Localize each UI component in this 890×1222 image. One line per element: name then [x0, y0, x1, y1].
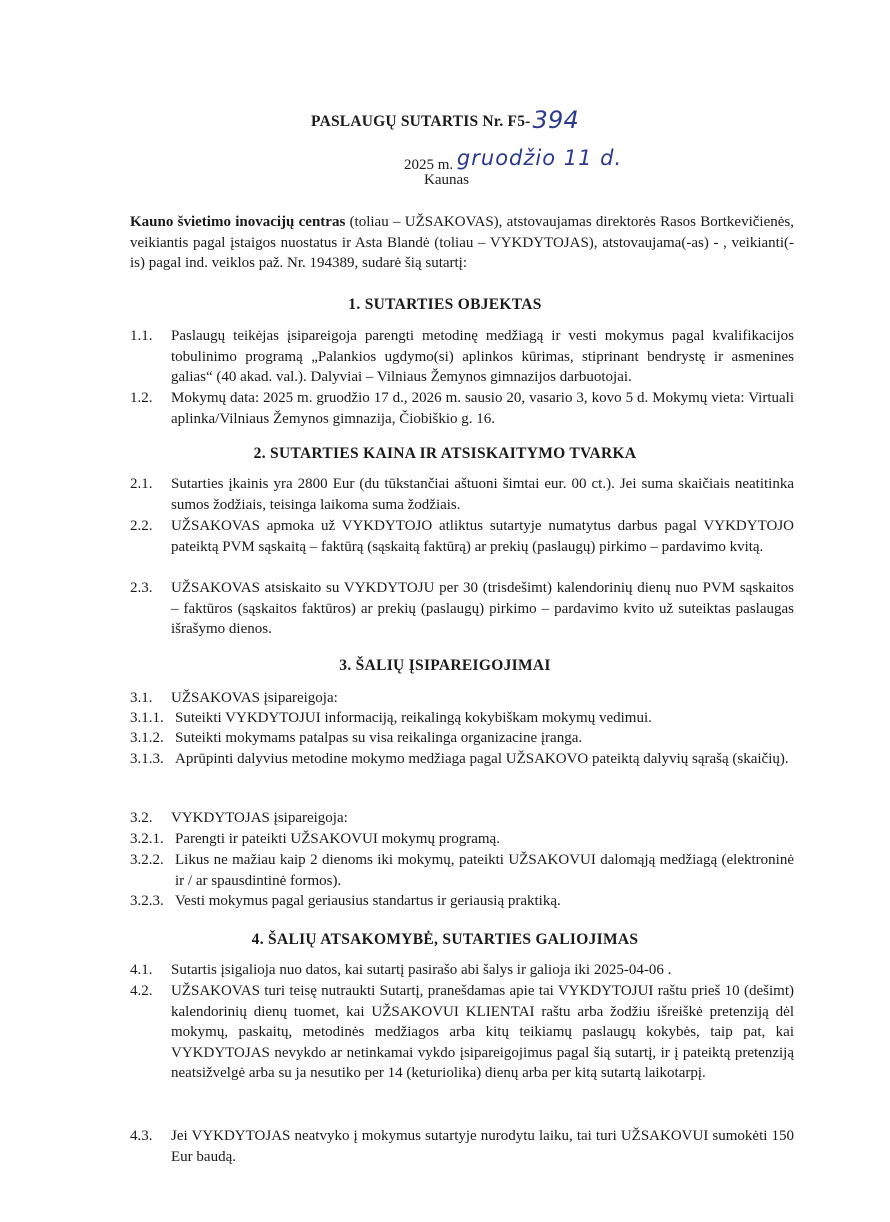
contract-title	[0, 104, 890, 132]
clause-text: UŽSAKOVAS turi teisę nutraukti Sutartį, pranešdamas apie tai VYKDYTOJUI raštu prieš 10 (dešimt) kalendorinių dienų tuomet, kai UŽSAKOVUI KLIENTAI raštu arba žodžiu išreiškė pretenziją dėl mokymų, paskaitų, metodinės medžiagos arba kitų teikiamų paslaugų kokybės, taip pat, kai VYKDYTOJAS nevykdo ar netinkamai vykdo įsipareigojimus pagal šią sutartį, ir į pateiktą pretenziją neatsižvelgė arba su ja nesutiko per 14 (keturiolika) dienų arba per kitą sutartą laikotarpį.	[171, 983, 794, 1081]
clause-3-1-1	[130, 708, 794, 729]
clause-text: Vesti mokymus pagal geriausius standartus ir geriausią praktiką.	[175, 893, 561, 909]
clause-text: UŽSAKOVAS atsiskaito su VYKDYTOJU per 30 (trisdešimt) kalendorinių dienų nuo PVM sąskaitos – faktūros (sąskaitos faktūros) ar prekių (paslaugų) pirkimo – pardavimo kvito už suteiktas paslaugas išrašymo dienos.	[171, 580, 794, 637]
clause-3-2-2	[130, 850, 794, 891]
clause-1-1	[130, 326, 794, 388]
clause-3-1-2	[130, 728, 794, 749]
clause-number: 3.1.1.	[130, 710, 164, 726]
clause-2-3	[130, 578, 794, 640]
contract-date	[404, 146, 623, 174]
clause-number: 2.1.	[130, 476, 153, 492]
client-name: Kauno švietimo inovacijų centras	[130, 214, 346, 230]
clause-3-2-3	[130, 891, 794, 912]
clause-number: 3.1.2.	[130, 730, 164, 746]
clause-number: 4.3.	[130, 1128, 153, 1144]
clause-4-2	[130, 981, 794, 1084]
clause-text: Mokymų data: 2025 m. gruodžio 17 d., 2026 m. sausio 20, vasario 3, kovo 5 d. Mokymų vieta: Virtuali aplinka/Vilniaus Žemynos gimnazija, Čiobiškio g. 16.	[171, 390, 794, 427]
clause-number: 3.2.1.	[130, 831, 164, 847]
clause-4-1	[130, 960, 794, 981]
clause-3-2-1	[130, 829, 794, 850]
clause-3-2	[130, 808, 794, 829]
clause-number: 3.2.2.	[130, 852, 164, 868]
clause-text: Likus ne mažiau kaip 2 dienoms iki mokymų, pateikti UŽSAKOVUI dalomąją medžiagą (elektroninė ir / ar spausdintinė formos).	[175, 852, 794, 889]
clause-text: Aprūpinti dalyvius metodine mokymo medžiaga pagal UŽSAKOVO pateiktą dalyvių sąrašą (skaičių).	[175, 751, 789, 767]
clause-number: 3.1.3.	[130, 751, 164, 767]
clause-text: Paslaugų teikėjas įsipareigoja parengti metodinę medžiagą ir vesti mokymus pagal kvalifikacijos tobulinimo programą „Palankios ugdymo(si) aplinkos kūrimas, stiprinant bendrystę ir asmenines galias“ (40 akad. val.). Dalyviai – Vilniaus Žemynos gimnazijos darbuotojai.	[171, 328, 794, 385]
clause-text: Parengti ir pateikti UŽSAKOVUI mokymų programą.	[175, 831, 500, 847]
clause-text: Jei VYKDYTOJAS neatvyko į mokymus sutartyje nurodytu laiku, tai turi UŽSAKOVUI sumokėti 150 Eur baudą.	[171, 1128, 794, 1165]
section-2-heading: 2. SUTARTIES KAINA IR ATSISKAITYMO TVARKA	[253, 445, 637, 462]
clause-number: 3.1.	[130, 690, 153, 706]
clause-4-3	[130, 1126, 794, 1167]
section-1-heading: 1. SUTARTIES OBJEKTAS	[348, 296, 542, 313]
intro-text: (toliau – UŽSAKOVAS), atstovaujamas direktorės Rasos Bortkevičienės, veikiantis pagal įstaigos nuostatus ir Asta Blandė (toliau – VYKDYTOJAS), atstovaujama(-as) - , veikianti(-is) pagal ind. veiklos paž. Nr. 194389, sudarė šią sutartį:	[130, 214, 794, 271]
clause-number: 4.1.	[130, 962, 153, 978]
clause-number: 3.2.3.	[130, 893, 164, 909]
clause-text: Suteikti VYKDYTOJUI informaciją, reikalingą kokybiškam mokymų vedimui.	[175, 710, 652, 726]
clause-3-1	[130, 688, 794, 709]
clause-text: Sutarties įkainis yra 2800 Eur (du tūkstančiai aštuoni šimtai eur. 00 ct.). Jei suma skaičiais neatitinka sumos žodžiais, teisinga laikoma suma žodžiais.	[171, 476, 794, 513]
section-3-heading: 3. ŠALIŲ ĮSIPAREIGOJIMAI	[339, 657, 551, 674]
handwritten-contract-number: 394	[532, 106, 579, 134]
contract-city: Kaunas	[424, 172, 469, 188]
contract-intro	[130, 212, 794, 274]
section-4-heading: 4. ŠALIŲ ATSAKOMYBĖ, SUTARTIES GALIOJIMAS	[251, 931, 639, 948]
clause-number: 2.3.	[130, 580, 153, 596]
clause-number: 3.2.	[130, 810, 153, 826]
date-prefix: 2025 m.	[404, 157, 454, 173]
clause-number: 4.2.	[130, 983, 153, 999]
clause-number: 1.2.	[130, 390, 153, 406]
clause-number: 2.2.	[130, 518, 153, 534]
clause-text: UŽSAKOVAS įsipareigoja:	[171, 690, 338, 706]
clause-3-1-3	[130, 749, 794, 770]
handwritten-date: gruodžio 11 d.	[456, 146, 623, 170]
title-text: PASLAUGŲ SUTARTIS Nr. F5-	[311, 113, 531, 130]
clause-2-2	[130, 516, 794, 557]
clause-2-1	[130, 474, 794, 515]
clause-number: 1.1.	[130, 328, 153, 344]
clause-text: Suteikti mokymams patalpas su visa reikalinga organizacine įranga.	[175, 730, 583, 746]
clause-text: VYKDYTOJAS įsipareigoja:	[171, 810, 348, 826]
clause-text: UŽSAKOVAS apmoka už VYKDYTOJO atliktus sutartyje numatytus darbus pagal VYKDYTOJO pateiktą PVM sąskaitą – faktūrą (sąskaitą faktūrą) ar prekių (paslaugų) pirkimo – pardavimo kvitą.	[171, 518, 794, 555]
clause-1-2	[130, 388, 794, 429]
clause-text: Sutartis įsigalioja nuo datos, kai sutartį pasirašo abi šalys ir galioja iki 2025-04-06 .	[171, 962, 672, 978]
